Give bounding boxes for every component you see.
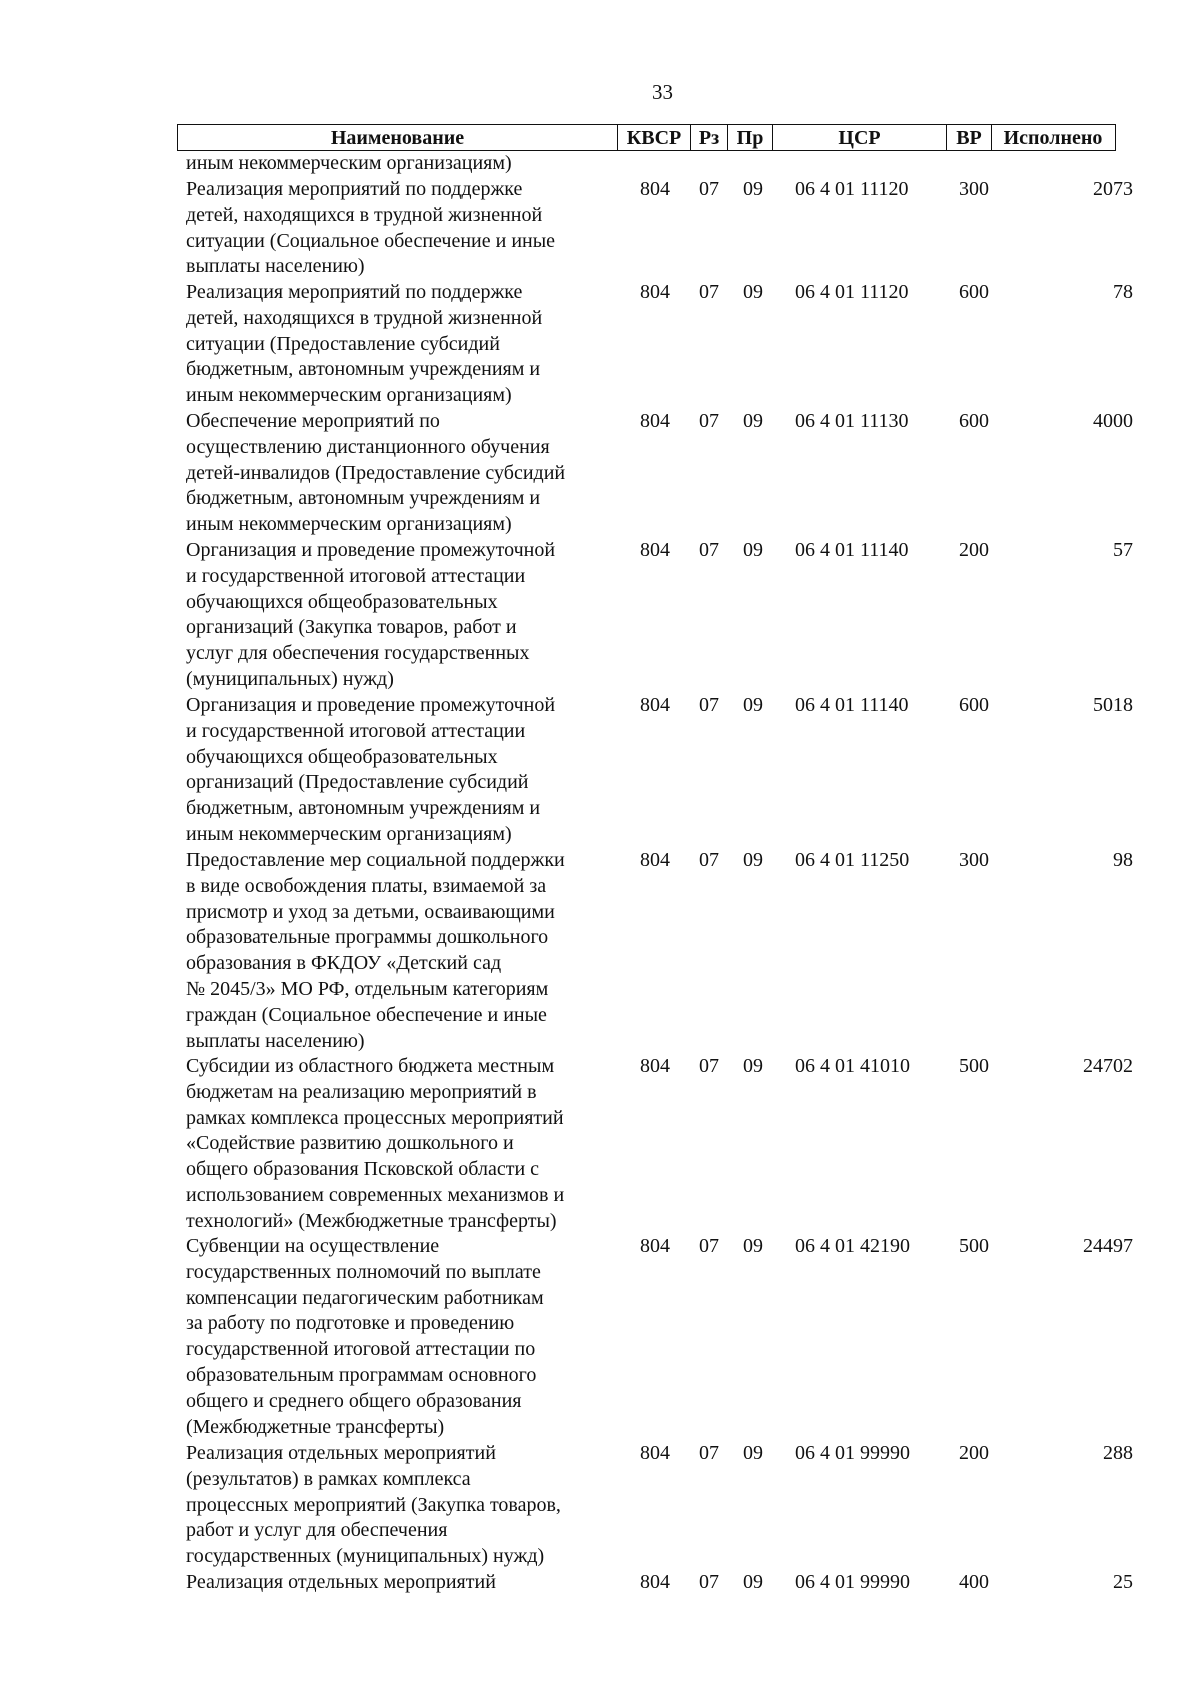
row-name: Реализация отдельных мероприятий xyxy=(186,1571,496,1593)
row-csr: 06 4 01 11120 xyxy=(795,281,909,303)
row-rz: 07 xyxy=(699,849,719,871)
row-rz: 07 xyxy=(699,1571,719,1593)
row-csr: 06 4 01 11140 xyxy=(795,694,909,716)
row-name: Обеспечение мероприятий по осуществлению дистанционного обучения детей-инвалидов (Предоставление субсидий бюджетным, автономным учреждениям и иным некоммерческим организациям) xyxy=(186,410,566,536)
row-kvsr: 804 xyxy=(640,1571,670,1593)
row-csr: 06 4 01 11130 xyxy=(795,410,909,432)
page-number: 33 xyxy=(652,80,673,104)
row-rz: 07 xyxy=(699,410,719,432)
row-csr: 06 4 01 11250 xyxy=(795,849,910,871)
row-vr: 600 xyxy=(959,281,989,303)
row-kvsr: 804 xyxy=(640,1235,670,1257)
row-sum: 25 xyxy=(1113,1571,1133,1593)
row-vr: 500 xyxy=(959,1235,989,1257)
row-pr: 09 xyxy=(743,539,763,561)
row-vr: 500 xyxy=(959,1055,989,1077)
row-pr: 09 xyxy=(743,1442,763,1464)
row-name: Организация и проведение промежуточной и государственной итоговой аттестации обучающихся общеобразовательных организаций (Предоставление субсидий бюджетным, автономным учреждениям и иным некоммерческим организациям) xyxy=(186,694,556,845)
row-kvsr: 804 xyxy=(640,410,670,432)
row-name: Предоставление мер социальной поддержки в виде освобождения платы, взимаемой за присмотр и уход за детьми, осваивающими образовательные программы дошкольного образования в ФКДОУ «Детский сад № 2045/3» МО РФ, отдельным категориям граждан (Социальное обеспечение и иные выплаты населению) xyxy=(186,849,565,1052)
table-header xyxy=(177,124,1116,151)
row-kvsr: 804 xyxy=(640,1442,670,1464)
row-vr: 200 xyxy=(959,1442,989,1464)
row-pr: 09 xyxy=(743,281,763,303)
row-rz: 07 xyxy=(699,694,719,716)
row-vr: 300 xyxy=(959,849,989,871)
row-name: иным некоммерческим организациям) xyxy=(186,152,512,174)
row-rz: 07 xyxy=(699,1442,719,1464)
row-sum: 288 xyxy=(1103,1442,1133,1464)
row-rz: 07 xyxy=(699,1055,719,1077)
row-csr: 06 4 01 41010 xyxy=(795,1055,910,1077)
row-csr: 06 4 01 99990 xyxy=(795,1571,910,1593)
row-pr: 09 xyxy=(743,694,763,716)
row-name: Субвенции на осуществление государственных полномочий по выплате компенсации педагогическим работникам за работу по подготовке и проведению государственной итоговой аттестации по образовательным программам основного общего и среднего общего образования (Межбюджетные трансферты) xyxy=(186,1235,544,1438)
row-csr: 06 4 01 11120 xyxy=(795,178,909,200)
row-csr: 06 4 01 99990 xyxy=(795,1442,910,1464)
row-vr: 300 xyxy=(959,178,989,200)
row-sum: 78 xyxy=(1113,281,1133,303)
row-vr: 600 xyxy=(959,694,989,716)
row-name: Субсидии из областного бюджета местным бюджетам на реализацию мероприятий в рамках комплекса процессных мероприятий «Содействие развитию дошкольного и общего образования Псковской области с использованием современных механизмов и технологий» (Межбюджетные трансферты) xyxy=(186,1055,565,1232)
header-pr: Пр xyxy=(728,125,773,150)
row-sum: 57 xyxy=(1113,539,1133,561)
header-kvsr: КВСР xyxy=(618,125,691,150)
header-vr: ВР xyxy=(947,125,992,150)
row-pr: 09 xyxy=(743,410,763,432)
header-csr: ЦСР xyxy=(773,125,947,150)
row-kvsr: 804 xyxy=(640,849,670,871)
row-rz: 07 xyxy=(699,281,719,303)
row-kvsr: 804 xyxy=(640,281,670,303)
header-sum: Исполнено xyxy=(1003,126,1103,149)
row-name: Реализация мероприятий по поддержке детей, находящихся в трудной жизненной ситуации (Предоставление субсидий бюджетным, автономным учреждениям и иным некоммерческим организациям) xyxy=(186,281,543,407)
row-kvsr: 804 xyxy=(640,178,670,200)
row-rz: 07 xyxy=(699,539,719,561)
row-sum: 24702 xyxy=(1083,1055,1133,1077)
row-kvsr: 804 xyxy=(640,694,670,716)
header-rz: Рз xyxy=(691,125,728,150)
row-sum: 98 xyxy=(1113,849,1133,871)
row-sum: 2073 xyxy=(1093,178,1133,200)
row-pr: 09 xyxy=(743,178,763,200)
row-rz: 07 xyxy=(699,178,719,200)
row-vr: 200 xyxy=(959,539,989,561)
row-kvsr: 804 xyxy=(640,1055,670,1077)
row-name: Реализация отдельных мероприятий (результатов) в рамках комплекса процессных мероприятий (Закупка товаров, работ и услуг для обеспечения государственных (муниципальных) нужд) xyxy=(186,1442,561,1568)
row-vr: 600 xyxy=(959,410,989,432)
header-name: Наименование xyxy=(178,125,618,150)
row-pr: 09 xyxy=(743,1235,763,1257)
row-vr: 400 xyxy=(959,1571,989,1593)
row-csr: 06 4 01 11140 xyxy=(795,539,909,561)
row-pr: 09 xyxy=(743,1571,763,1593)
row-pr: 09 xyxy=(743,1055,763,1077)
row-sum: 24497 xyxy=(1083,1235,1133,1257)
row-rz: 07 xyxy=(699,1235,719,1257)
row-name: Реализация мероприятий по поддержке детей, находящихся в трудной жизненной ситуации (Социальное обеспечение и иные выплаты населению) xyxy=(186,178,556,278)
row-pr: 09 xyxy=(743,849,763,871)
row-csr: 06 4 01 42190 xyxy=(795,1235,910,1257)
row-kvsr: 804 xyxy=(640,539,670,561)
row-sum: 5018 xyxy=(1093,694,1133,716)
row-name: Организация и проведение промежуточной и государственной итоговой аттестации обучающихся общеобразовательных организаций (Закупка товаров, работ и услуг для обеспечения государственных (муниципальных) нужд) xyxy=(186,539,556,690)
row-sum: 4000 xyxy=(1093,410,1133,432)
